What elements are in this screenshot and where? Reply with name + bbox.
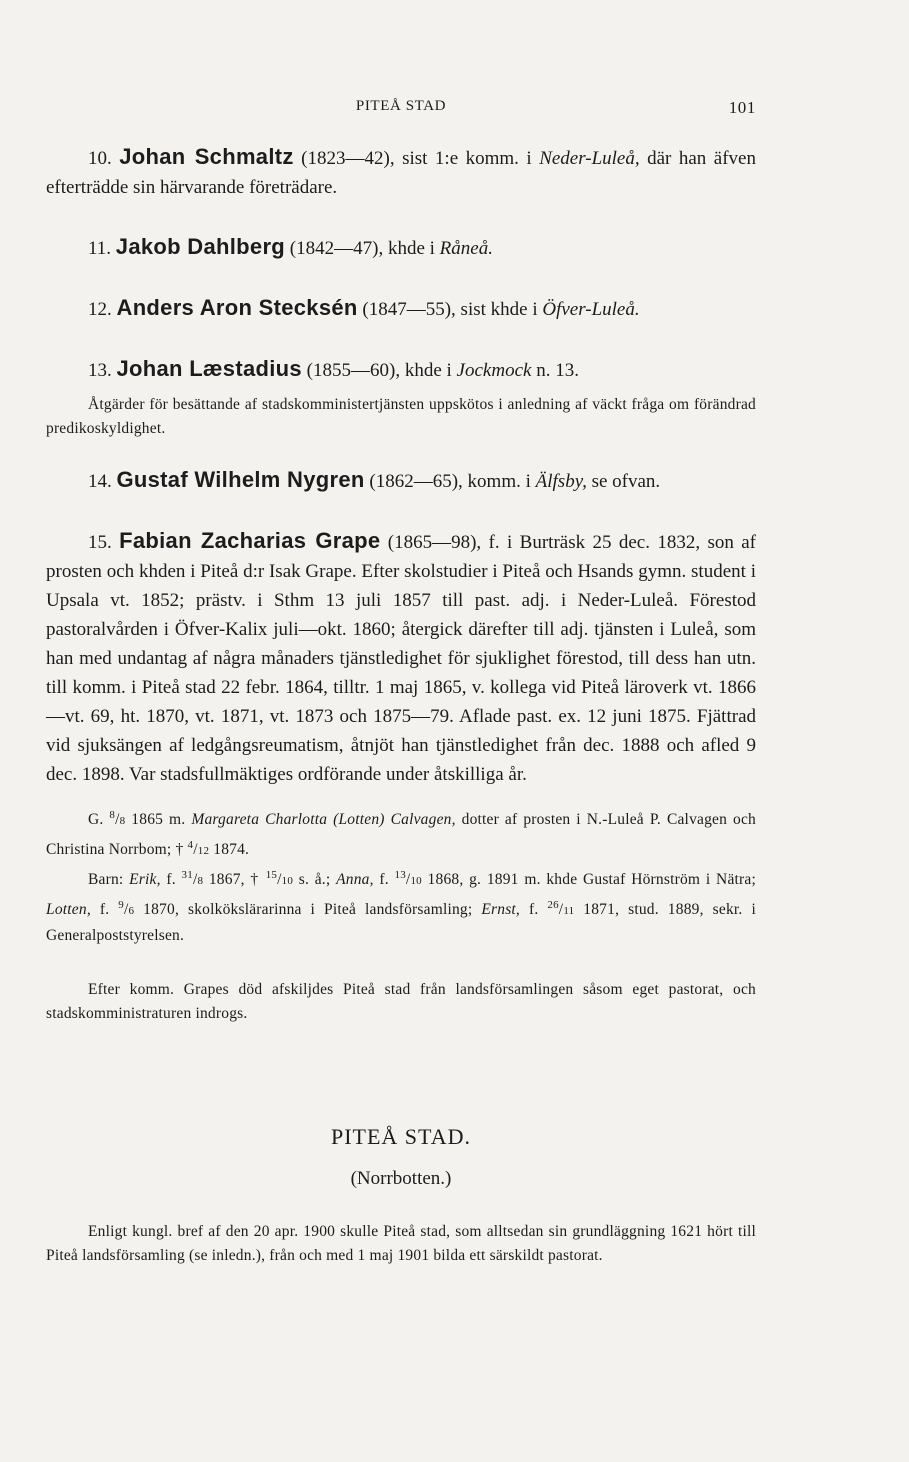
entry-text: (1847—55), sist khde i bbox=[357, 299, 543, 320]
person-name: Jakob Dahlberg bbox=[115, 234, 286, 259]
entry-11 bbox=[46, 232, 756, 263]
child-name: Lotten, bbox=[46, 901, 91, 919]
entry-10 bbox=[46, 142, 756, 202]
person-name: Johan Læstadius bbox=[116, 356, 302, 381]
running-title: PITEÅ STAD bbox=[355, 98, 447, 114]
marriage-note: G. $^8$/8 1865 m. Margareta Charlotta (Lotten) Calvagen, dotter af prosten i N.-Luleå P. Calvagen och Christina Norrbom; † $^4$/12 1874. bbox=[46, 809, 756, 859]
place-name: Jockmock bbox=[456, 360, 532, 381]
page-number: 101 bbox=[728, 98, 756, 117]
entry-15 bbox=[46, 526, 756, 789]
page-content bbox=[46, 142, 756, 1268]
after-note: Efter komm. Grapes död afskiljdes Piteå stad från landsförsamlingen såsom eget pastorat, och stadskomministraturen indrogs. bbox=[46, 980, 756, 1022]
entry-text: se ofvan. bbox=[586, 471, 661, 492]
entry-text: där han äfven efterträdde sin härvarande företrädare. bbox=[46, 148, 756, 198]
entry-text: (1842—47), khde i bbox=[285, 238, 440, 259]
person-name: Johan Schmaltz bbox=[119, 144, 294, 169]
entry-12 bbox=[46, 293, 756, 324]
entry-number: 11. bbox=[88, 238, 112, 259]
child-name: Erik, bbox=[129, 871, 161, 889]
spouse-name: Margareta Charlotta (Lotten) Calvagen, bbox=[191, 811, 456, 829]
entry-number: 10. bbox=[88, 148, 112, 169]
section-subtitle: (Norrbotten.) bbox=[350, 1167, 452, 1189]
section-title: PITEÅ STAD. bbox=[330, 1123, 471, 1149]
person-name: Gustaf Wilhelm Nygren bbox=[116, 467, 365, 492]
entry-text: (1862—65), komm. i bbox=[364, 471, 536, 492]
child-name: Ernst, bbox=[481, 901, 521, 919]
entry-number: 15. bbox=[88, 532, 112, 553]
note-13: Åtgärder för besättande af stadskomministertjänsten uppskötos i anledning af väckt fråga om förändrad predikoskyldighet. bbox=[46, 396, 756, 437]
entry-text: n. 13. bbox=[531, 360, 579, 381]
entry-text: (1855—60), khde i bbox=[301, 360, 457, 381]
running-head bbox=[46, 98, 756, 122]
entry-number: 12. bbox=[88, 299, 112, 320]
entry-number: 13. bbox=[88, 360, 112, 381]
biography-text: (1865—98), f. i Burträsk 25 dec. 1832, son af prosten och khden i Piteå d:r Isak Grape. Efter skolstudier i Piteå och Hsands gymn. student i Upsala vt. 1852; prästv. i Sthm 13 juli 1857 till past. adj. i Neder-Luleå. Förestod pastoralvården i Öfver-Kalix juli—okt. 1860; återgick därefter till adj. tjänsten i Luleå, som han med undantag af några månaders tjänstledighet för sjuklighet förestod, till dess han utn. till komm. i Piteå stad 22 febr. 1864, tilltr. 1 maj 1865, v. kollega vid Piteå läroverk vt. 1866—vt. 69, ht. 1870, vt. 1871, vt. 1873 och 1875—79. Aflade past. ex. 12 juni 1875. Fjättrad vid sjuksängen af ledgångsreumatism, åtnjöt han tjänstledighet från dec. 1888 och afled 9 dec. 1898. Var stadsfullmäktiges ordförande under åtskilliga år. bbox=[46, 532, 756, 785]
entry-13 bbox=[46, 354, 756, 385]
entry-text: (1823—42), sist 1:e komm. i bbox=[293, 148, 540, 169]
entry-14 bbox=[46, 465, 756, 496]
section-text: Enligt kungl. bref af den 20 apr. 1900 skulle Piteå stad, som alltsedan sin grundläggning 1621 hört till Piteå landsförsamling (se inledn.), från och med 1 maj 1901 bilda ett särskildt pastorat. bbox=[46, 1222, 756, 1264]
place-name: Öfver-Luleå. bbox=[542, 299, 640, 320]
person-name: Anders Aron Stecksén bbox=[116, 295, 358, 320]
children-note: Barn: Erik, f. $^{31}$/8 1867, † $^{15}$/10 s. å.; Anna, f. $^{13}$/10 1868, g. 1891 m. khde Gustaf Hörnström i Nätra; Lotten, f. $^9$/6 1870, skolkökslärarinna i Piteå landsförsamling; Ernst, f. $^{26}$/11 1871, stud. 1889, sekr. i Generalpoststyrelsen. bbox=[46, 869, 756, 944]
child-name: Anna, bbox=[336, 871, 374, 889]
place-name: Råneå. bbox=[439, 238, 493, 259]
person-name: Fabian Zacharias Grape bbox=[119, 528, 381, 553]
entry-number: 14. bbox=[88, 471, 112, 492]
place-name: Älfsby, bbox=[535, 471, 587, 492]
place-name: Neder-Luleå, bbox=[539, 148, 640, 169]
